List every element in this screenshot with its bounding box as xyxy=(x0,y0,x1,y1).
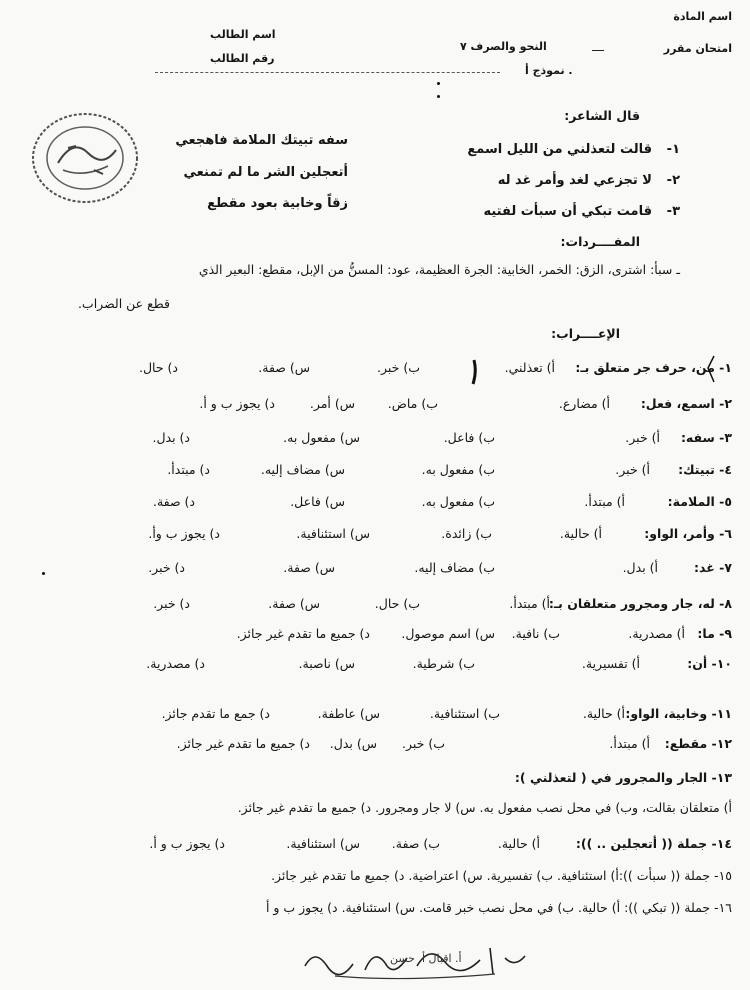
option-b[interactable]: ب) خبر. xyxy=(402,736,445,751)
vocab-line: ـ سبأ: اشترى، الزق: الخمر، الخابية: الجرة العظيمة، عود: المسنُّ من الإبل، مقطع: البعير الذي xyxy=(198,262,680,277)
question-stem: ٤- تبيتك: xyxy=(678,462,732,477)
option-d[interactable]: د) حال. xyxy=(138,360,178,375)
option-d[interactable]: د) مصدرية. xyxy=(146,656,205,671)
vocab-line: قطع عن الضراب. xyxy=(77,296,170,311)
question-stem: ١٣- الجار والمجرور في ( لتعذلني ): xyxy=(514,770,732,785)
option-d[interactable]: د) خبر. xyxy=(148,560,185,575)
verse-second-half: سفه تبيتك الملامة فاهجعي xyxy=(175,133,348,148)
option-c[interactable]: س) بدل. xyxy=(329,736,377,751)
question-stem: ٨- له، جار ومجرور متعلقان بـ: xyxy=(548,596,732,611)
option-a[interactable]: أ) مبتدأ. xyxy=(509,596,550,611)
course-title: النحو والصرف ٧ xyxy=(460,40,547,53)
option-d[interactable]: د) جميع ما تقدم غير جائز. xyxy=(176,736,310,751)
option-a[interactable]: أ) حالية. xyxy=(559,526,602,541)
question-stem: ١٠- أن: xyxy=(687,656,732,671)
question-line[interactable]: ١٦- جملة (( تبكي )): أ) حالية. ب) في محل نصب خبر قامت. س) استئنافية. د) يجوز ب و أ xyxy=(265,900,732,915)
option-c[interactable]: س) مضاف إليه. xyxy=(260,462,345,477)
option-d[interactable]: د) يجوز ب وأ. xyxy=(148,526,220,541)
option-c[interactable]: س) صفة. xyxy=(283,560,335,575)
header-stroke xyxy=(592,50,604,51)
question-stem: ١- من، حرف جر متعلق بـ: xyxy=(575,360,732,375)
option-a[interactable]: أ) حالية. xyxy=(497,836,540,851)
option-b[interactable]: ب) شرطية. xyxy=(412,656,475,671)
question-stem: ٥- الملامة: xyxy=(667,494,732,509)
parsing-title: الإعــــراب: xyxy=(551,326,620,341)
signature-text: أ. اقبال أ. حسن xyxy=(390,952,462,965)
option-c[interactable]: س) فاعل. xyxy=(290,494,345,509)
option-d[interactable]: د) يجوز ب و أ. xyxy=(199,396,275,411)
question-stem: ١٤- جملة (( أتعجلين .. )): xyxy=(575,836,732,851)
verse-first-half: لا تجزعي لغد وأمر غد له xyxy=(497,173,652,188)
option-a[interactable]: أ) خبر. xyxy=(625,430,660,445)
verse-number: ١- xyxy=(666,142,680,157)
option-a[interactable]: أ) حالية. xyxy=(582,706,625,721)
option-d[interactable]: د) بدل. xyxy=(152,430,190,445)
student-name-label: اسم الطالب xyxy=(210,28,276,41)
option-b[interactable]: ب) صفة. xyxy=(391,836,440,851)
option-d[interactable]: د) مبتدأ. xyxy=(167,462,210,477)
verse-second-half: أتعجلين الشر ما لم تمنعي xyxy=(183,165,348,180)
option-c[interactable]: س) صفة. xyxy=(268,596,320,611)
mark-dot xyxy=(437,82,440,85)
option-d[interactable]: د) صفة. xyxy=(152,494,195,509)
option-a[interactable]: أ) مضارع. xyxy=(558,396,610,411)
hand-selection-mark xyxy=(468,358,480,386)
option-d[interactable]: د) يجوز ب و أ. xyxy=(149,836,225,851)
question-line[interactable]: ١٥- جملة (( سبأت )):أ) استئنافية. ب) تفسيرية. س) اعتراضية. د) جميع ما تقدم غير جائز. xyxy=(271,868,732,883)
option-c[interactable]: س) أمر. xyxy=(309,396,355,411)
question-options-line[interactable]: أ) متعلقان بقالت، وب) في محل نصب مفعول به. س) لا جار ومجرور. د) جميع ما تقدم غير جائز. xyxy=(237,800,732,815)
verse-first-half: قامت تبكي أن سبأت لفتيه xyxy=(483,204,652,219)
option-c[interactable]: س) صفة. xyxy=(258,360,310,375)
option-c[interactable]: س) عاطفة. xyxy=(317,706,380,721)
option-a[interactable]: أ) مصدرية. xyxy=(628,626,685,641)
student-number-label: رقم الطالب xyxy=(210,52,275,65)
verse-number: ٣- xyxy=(666,204,680,219)
option-d[interactable]: د) جميع ما تقدم غير جائز. xyxy=(236,626,370,641)
option-b[interactable]: ب) خبر. xyxy=(377,360,420,375)
option-b[interactable]: ب) زائدة. xyxy=(441,526,492,541)
option-b[interactable]: ب) ماض. xyxy=(387,396,438,411)
mark-dot xyxy=(42,572,45,575)
option-c[interactable]: س) استئنافية. xyxy=(296,526,370,541)
option-c[interactable]: س) ناصبة. xyxy=(298,656,355,671)
option-b[interactable]: ب) مضاف إليه. xyxy=(414,560,495,575)
option-a[interactable]: أ) مبتدأ. xyxy=(609,736,650,751)
option-d[interactable]: د) خبر. xyxy=(153,596,190,611)
option-b[interactable]: ب) حال. xyxy=(374,596,420,611)
option-b[interactable]: ب) مفعول به. xyxy=(421,494,495,509)
verse-second-half: زقاً وخابية بعود مقطع xyxy=(207,196,348,211)
question-stem: ٦- وأمر، الواو: xyxy=(644,526,732,541)
question-stem: ٧- غد: xyxy=(694,560,732,575)
option-a[interactable]: أ) تفسيرية. xyxy=(581,656,640,671)
model-label: نموذج أ . xyxy=(525,64,573,77)
option-b[interactable]: ب) نافية. xyxy=(511,626,560,641)
option-d[interactable]: د) جمع ما تقدم جائز. xyxy=(161,706,270,721)
option-c[interactable]: س) اسم موصول. xyxy=(401,626,495,641)
official-seal xyxy=(28,108,143,208)
option-b[interactable]: ب) فاعل. xyxy=(443,430,495,445)
header-divider xyxy=(155,72,500,73)
option-b[interactable]: ب) مفعول به. xyxy=(421,462,495,477)
option-a[interactable]: أ) مبتدأ. xyxy=(584,494,625,509)
option-a[interactable]: أ) تعذلني. xyxy=(504,360,555,375)
option-c[interactable]: س) مفعول به. xyxy=(283,430,360,445)
option-a[interactable]: أ) بدل. xyxy=(622,560,658,575)
verse-number: ٢- xyxy=(666,173,680,188)
question-stem: ١١- وخابية، الواو: xyxy=(625,706,732,721)
option-c[interactable]: س) استئنافية. xyxy=(286,836,360,851)
subject-label: اسم المادة xyxy=(673,10,732,23)
question-stem: ١٢- مقطع: xyxy=(664,736,732,751)
question-stem: ٣- سفه: xyxy=(680,430,732,445)
question-stem: ٩- ما: xyxy=(697,626,732,641)
intro-line: قال الشاعر: xyxy=(564,108,640,123)
verse-first-half: قالت لتعذلني من الليل اسمع xyxy=(467,142,652,157)
question-stem: ٢- اسمع، فعل: xyxy=(640,396,732,411)
vocab-title: المفــــردات: xyxy=(560,234,640,249)
hand-bracket-mark xyxy=(700,354,720,384)
exam-label: امتحان مقرر xyxy=(663,42,732,55)
mark-dot xyxy=(437,95,440,98)
option-b[interactable]: ب) استئنافية. xyxy=(429,706,500,721)
option-a[interactable]: أ) خبر. xyxy=(615,462,650,477)
